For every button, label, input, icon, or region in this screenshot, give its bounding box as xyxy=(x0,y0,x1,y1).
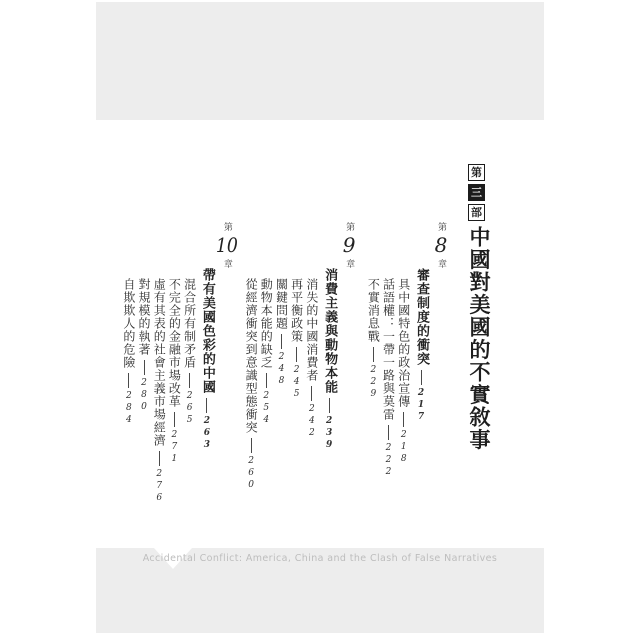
chapter-page-number: 217 xyxy=(416,388,426,424)
leader-dash xyxy=(144,360,145,375)
chapter-page-number: 263 xyxy=(201,416,212,452)
chapter-prefix: 第 xyxy=(344,222,355,231)
leader-dash xyxy=(421,370,422,385)
leader-dash xyxy=(403,412,404,427)
chapter-number: 8 xyxy=(434,235,448,255)
chapter-number-column xyxy=(338,222,360,522)
toc-item-title: 關鍵問題 xyxy=(274,278,289,330)
chapter-title-column xyxy=(200,222,214,522)
chapter-title-column xyxy=(322,222,336,522)
toc-item-page: 229 xyxy=(368,365,379,401)
toc-item xyxy=(381,222,394,522)
part-badge xyxy=(468,164,485,221)
toc-item-title: 具中國特色的政治宣傳 xyxy=(396,278,411,408)
leader-dash xyxy=(251,438,252,453)
leader-dash xyxy=(296,347,297,362)
part-title: 中國對美國的不實敘事 xyxy=(467,226,492,451)
chapter-number-column xyxy=(216,222,238,522)
toc-item-page: 276 xyxy=(154,469,165,505)
leader-dash xyxy=(128,373,129,388)
chapter-page-number: 239 xyxy=(324,416,335,452)
chapter-prefix: 第 xyxy=(436,222,446,231)
leader-dash xyxy=(206,398,207,413)
leader-dash xyxy=(174,412,175,427)
toc-item xyxy=(305,222,318,522)
leader-dash xyxy=(266,373,267,388)
toc-item xyxy=(366,222,379,522)
toc-item-page: 271 xyxy=(169,430,180,466)
toc-item-title: 自欺欺人的危險 xyxy=(121,278,136,369)
table-of-contents xyxy=(116,222,452,522)
toc-item xyxy=(259,222,272,522)
leader-dash xyxy=(281,334,282,349)
leader-dash xyxy=(388,425,389,440)
toc-item xyxy=(182,222,195,522)
toc-item-title: 話語權：一帶一路與莫雷 xyxy=(381,278,396,421)
toc-item-page: 265 xyxy=(184,391,195,427)
chapter-8 xyxy=(366,222,452,522)
chapter-suffix: 章 xyxy=(344,259,355,268)
toc-item xyxy=(167,222,180,522)
leader-dash xyxy=(329,398,330,413)
toc-item-page: 254 xyxy=(261,391,272,427)
leader-dash xyxy=(373,347,374,362)
chapter-title: 帶有美國色彩的中國 xyxy=(199,268,215,394)
chapter-prefix: 第 xyxy=(221,222,232,231)
toc-item-page: 245 xyxy=(291,365,302,401)
top-gray-band xyxy=(96,2,544,120)
chapter-title: 消費主義與動物本能 xyxy=(322,268,338,394)
leader-dash xyxy=(311,386,312,401)
toc-item-page: 248 xyxy=(276,352,287,388)
toc-item-title: 消失的中國消費者 xyxy=(304,278,319,382)
toc-item-title: 對規模的執著 xyxy=(137,278,152,356)
toc-item xyxy=(152,222,165,522)
toc-item-page: 242 xyxy=(306,404,317,440)
toc-item-title: 混合所有制矛盾 xyxy=(182,278,197,369)
toc-item xyxy=(244,222,257,522)
chapter-number: 10 xyxy=(215,235,238,255)
toc-item-title: 再平衡政策 xyxy=(289,278,304,343)
chapter-suffix: 章 xyxy=(436,259,446,268)
toc-item-page: 222 xyxy=(383,443,394,479)
toc-item xyxy=(274,222,287,522)
toc-item-page: 284 xyxy=(123,391,134,427)
english-book-title: Accidental Conflict: America, China and the Clash of False Narratives xyxy=(142,553,498,564)
chapter-number: 9 xyxy=(342,235,356,255)
chapter-10 xyxy=(122,222,238,522)
toc-item-page: 280 xyxy=(139,378,150,414)
leader-dash xyxy=(159,451,160,466)
toc-item-title: 不實消息戰 xyxy=(366,278,381,343)
toc-item-title: 從經濟衝突到意識型態衝突 xyxy=(244,278,259,434)
part-badge-number: 三 xyxy=(468,184,485,201)
toc-item xyxy=(289,222,302,522)
toc-item-page: 218 xyxy=(398,430,409,466)
leader-dash xyxy=(189,373,190,388)
toc-item-title: 不完全的金融市場改革 xyxy=(167,278,182,408)
part-badge-prefix: 第 xyxy=(468,164,485,181)
toc-item xyxy=(122,222,135,522)
chapter-suffix: 章 xyxy=(221,259,232,268)
chapter-9 xyxy=(244,222,360,522)
toc-item xyxy=(137,222,150,522)
toc-item-title: 動物本能的缺乏 xyxy=(259,278,274,369)
toc-item-page: 260 xyxy=(246,456,257,492)
toc-item-title: 虛有其表的社會主義市場經濟 xyxy=(152,278,167,447)
chapter-title: 審查制度的衝突 xyxy=(414,268,429,366)
toc-item xyxy=(397,222,410,522)
chapter-title-column xyxy=(414,222,428,522)
bottom-gray-band xyxy=(96,548,544,633)
part-badge-suffix: 部 xyxy=(468,204,485,221)
chapter-number-column xyxy=(430,222,452,522)
